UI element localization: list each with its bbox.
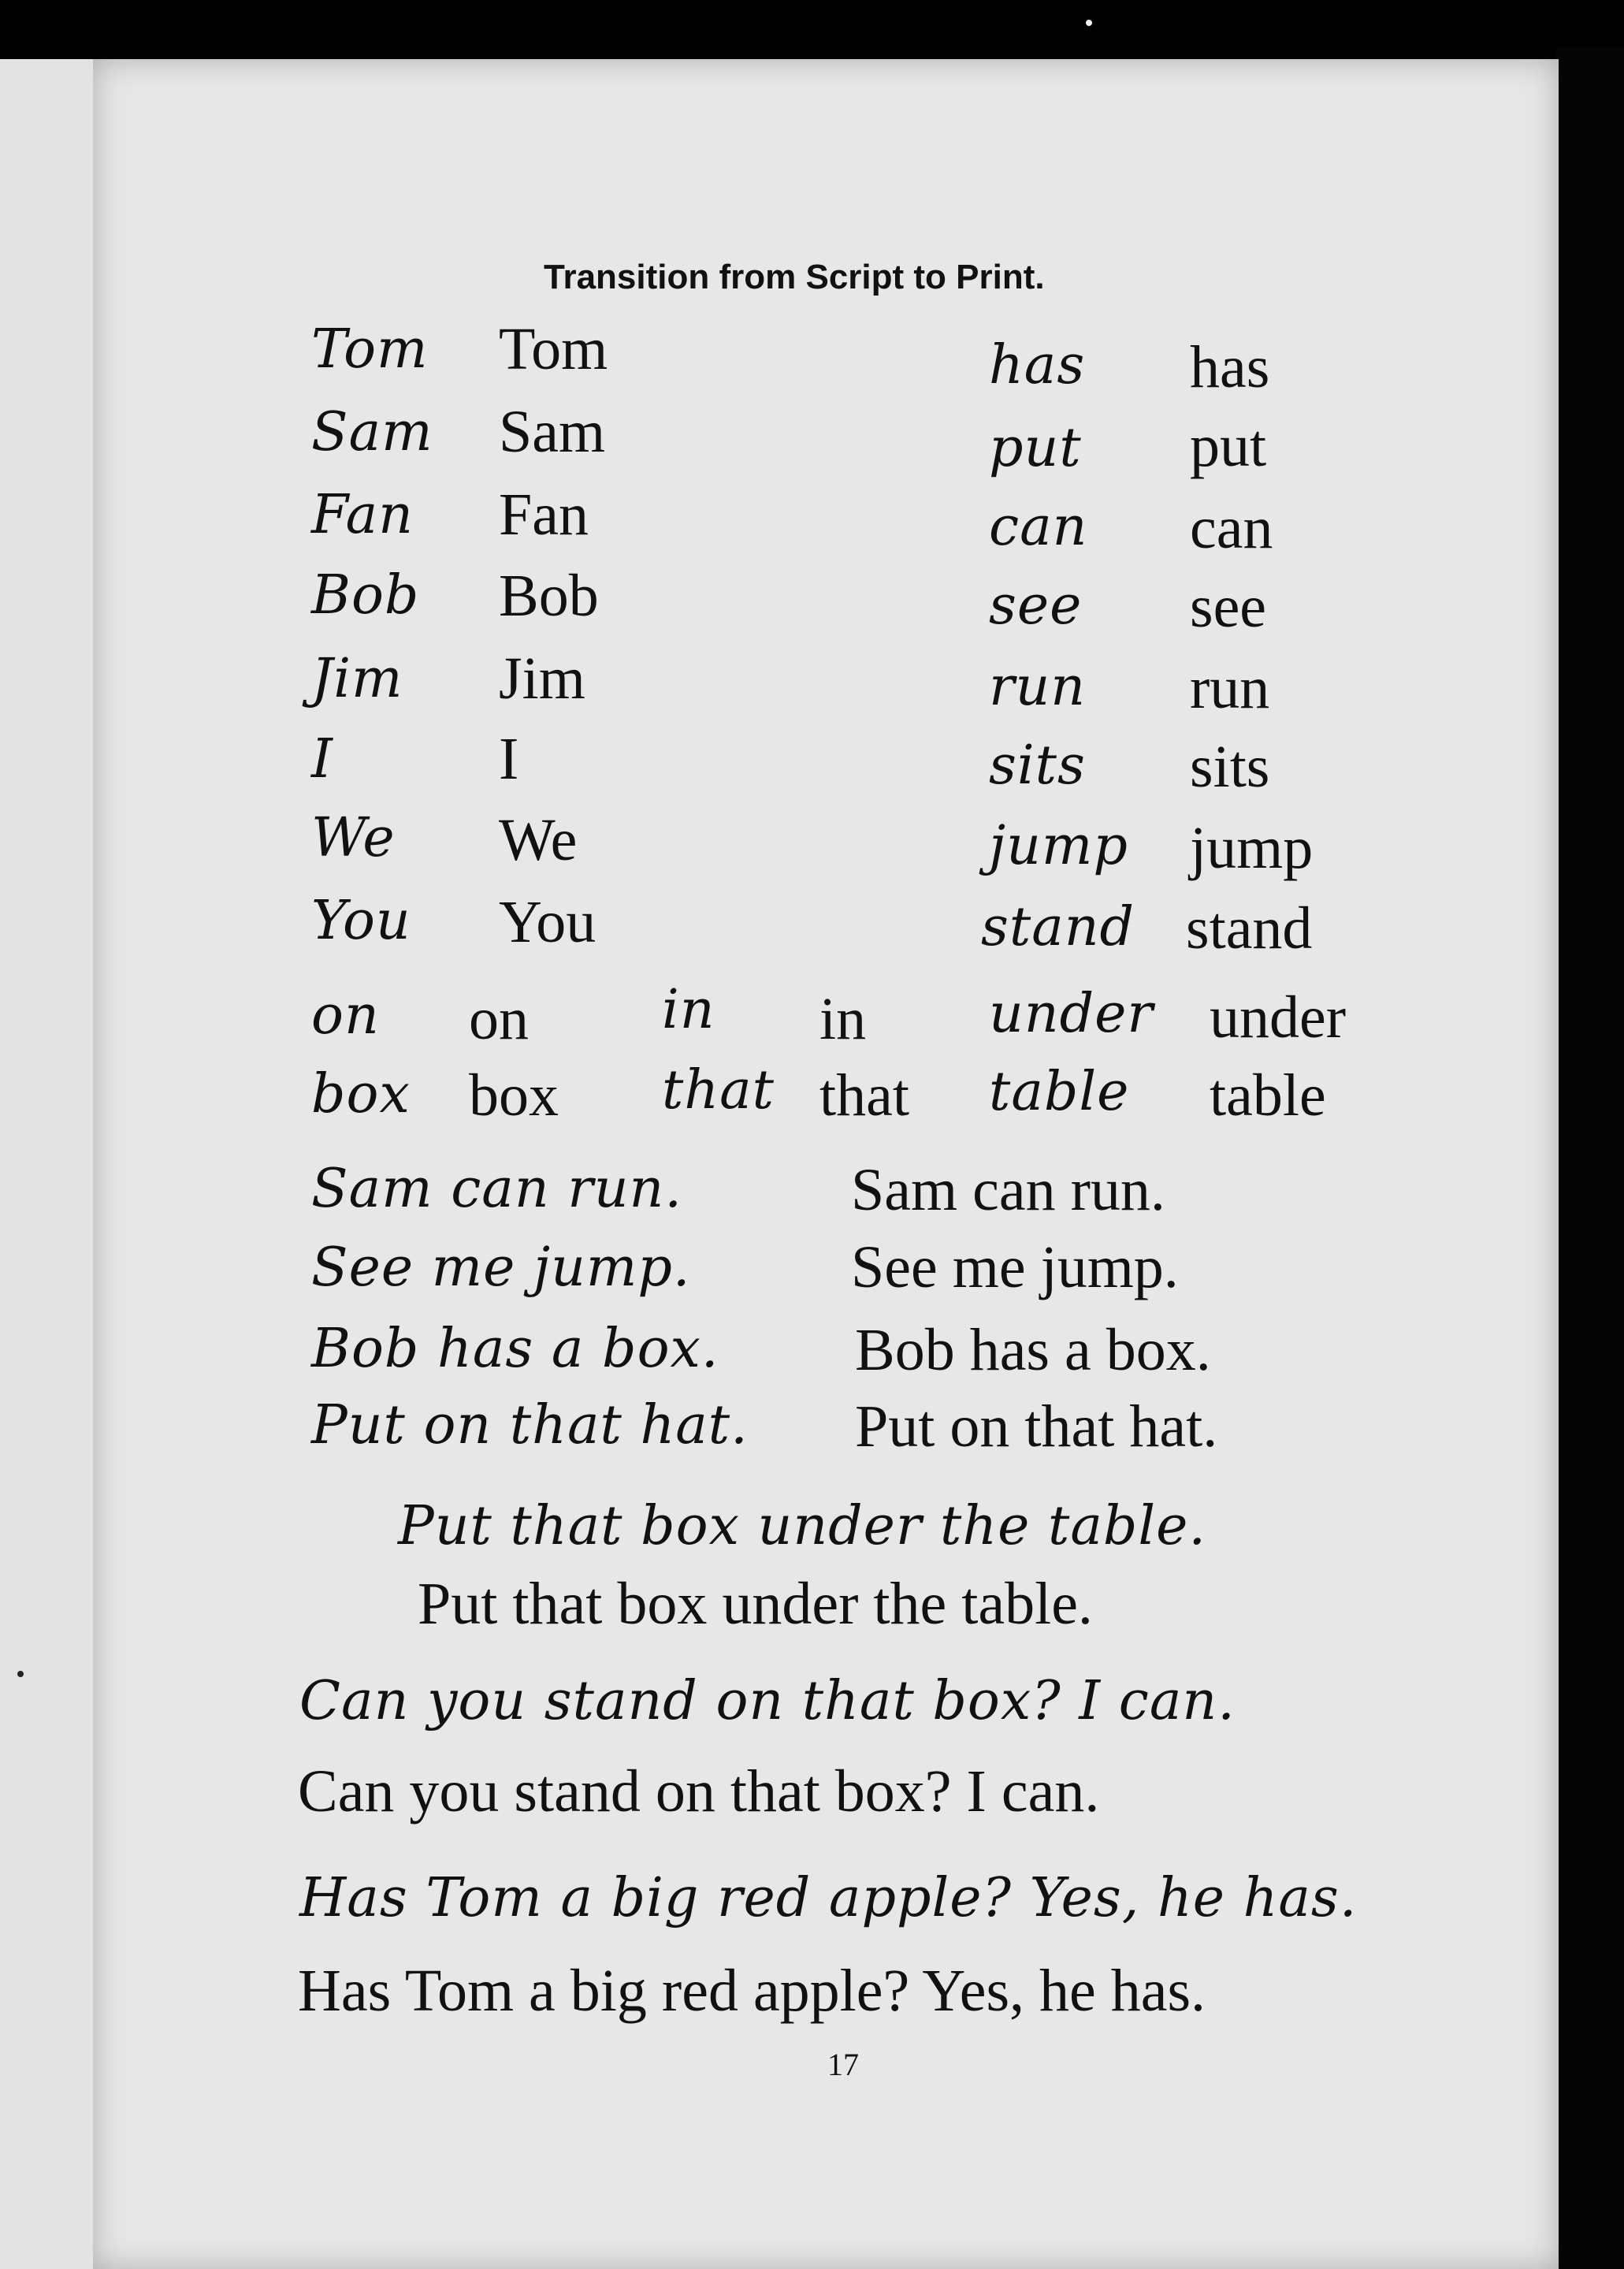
script-word: box [311, 1063, 411, 1125]
print-word: jump [1190, 815, 1314, 881]
script-word: Jim [311, 648, 403, 710]
right-page-edge [1556, 47, 1624, 2269]
print-word: We [499, 807, 578, 873]
print-word: sits [1190, 734, 1270, 800]
script-word: in [662, 979, 715, 1041]
print-word: Fan [499, 482, 589, 548]
print-word: Jim [499, 645, 585, 712]
print-sentence: See me jump. [851, 1234, 1179, 1300]
script-word: can [989, 496, 1088, 558]
print-word: Sam [499, 399, 606, 465]
script-word: Tom [311, 318, 429, 381]
script-word: that [662, 1059, 775, 1121]
script-word: has [989, 334, 1086, 396]
page-number: 17 [827, 2047, 859, 2082]
print-word: that [819, 1062, 909, 1129]
print-sentence: Sam can run. [851, 1157, 1165, 1223]
script-word: jump [989, 815, 1128, 877]
print-word: I [499, 726, 519, 792]
print-word: Bob [499, 563, 599, 629]
print-word: on [469, 986, 529, 1052]
print-sentence: Has Tom a big red apple? Yes, he has. [298, 1958, 1206, 2024]
page-heading: Transition from Script to Print. [544, 258, 1045, 296]
script-sentence: Bob has a box. [311, 1318, 719, 1380]
print-sentence: Put that box under the table. [418, 1571, 1093, 1637]
script-sentence: Has Tom a big red apple? Yes, he has. [299, 1867, 1358, 1929]
print-word: in [819, 986, 867, 1052]
script-sentence: Can you stand on that box? I can. [299, 1670, 1236, 1732]
script-sentence: Put that box under the table. [398, 1495, 1206, 1557]
print-word: run [1190, 655, 1270, 721]
print-word: Tom [499, 316, 608, 382]
print-word: put [1190, 413, 1267, 479]
print-word: box [469, 1062, 559, 1129]
script-word: Sam [311, 401, 433, 463]
print-sentence: Put on that hat. [855, 1393, 1218, 1460]
print-word: can [1190, 495, 1273, 561]
print-word: see [1190, 574, 1267, 640]
script-word: run [989, 656, 1087, 718]
script-word: under [989, 983, 1154, 1045]
script-word: see [989, 575, 1083, 637]
print-word: table [1210, 1062, 1326, 1129]
script-word: sits [989, 735, 1086, 797]
print-word: stand [1186, 895, 1313, 962]
script-sentence: See me jump. [311, 1237, 691, 1299]
script-sentence: Sam can run. [311, 1158, 682, 1220]
script-word: put [989, 417, 1082, 479]
speck [17, 1671, 24, 1677]
script-word: stand [981, 896, 1135, 958]
script-word: We [311, 807, 396, 869]
script-word: You [311, 890, 411, 952]
print-sentence: Can you stand on that box? I can. [298, 1758, 1100, 1824]
print-word: under [1210, 984, 1347, 1051]
script-word: table [989, 1061, 1130, 1123]
script-word: I [311, 728, 333, 790]
left-facing-page [0, 59, 101, 2269]
script-word: Bob [311, 564, 420, 627]
script-word: Fan [311, 484, 414, 546]
script-word: on [311, 984, 380, 1047]
print-word: You [499, 889, 596, 955]
speck [1086, 20, 1092, 26]
print-word: has [1190, 334, 1270, 400]
script-sentence: Put on that hat. [311, 1394, 749, 1456]
print-sentence: Bob has a box. [855, 1317, 1211, 1383]
